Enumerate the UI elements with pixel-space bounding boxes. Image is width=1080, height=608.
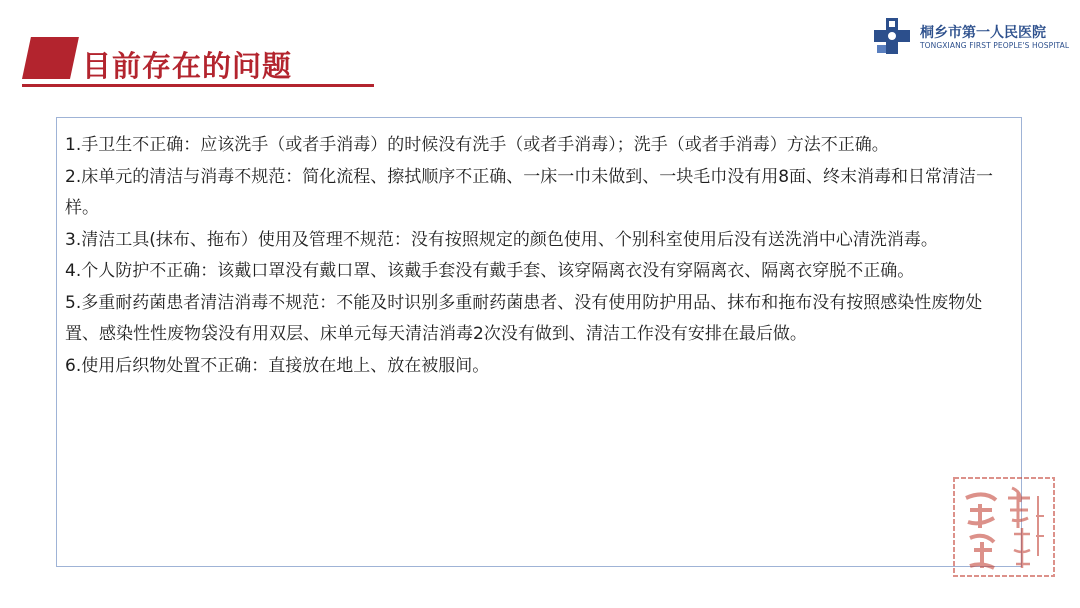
problem-item-4: 4.个人防护不正确：该戴口罩没有戴口罩、该戴手套没有戴手套、该穿隔离衣没有穿隔离衣、隔离衣穿脱不正确。 — [65, 261, 915, 281]
hospital-logo — [872, 16, 1070, 56]
problem-item-1: 1.手卫生不正确：应该洗手（或者手消毒）的时候没有洗手（或者手消毒）；洗手（或者手消毒）方法不正确。 — [65, 135, 889, 155]
problem-item-3: 3.清洁工具(抹布、拖布）使用及管理不规范：没有按照规定的颜色使用、个别科室使用后没有送洗消中心清洗消毒。 — [65, 229, 938, 250]
hospital-name-en: TONGXIANG FIRST PEOPLE'S HOSPITAL — [920, 41, 1070, 50]
title-underline — [22, 84, 374, 87]
calligraphy-seal-icon — [952, 476, 1056, 578]
hospital-name-cn: 桐乡市第一人民医院 — [920, 25, 1046, 41]
problem-item-6: 6.使用后织物处置不正确：直接放在地上、放在被服间。 — [65, 355, 490, 376]
title-accent-block — [22, 37, 79, 79]
page-title: 目前存在的问题 — [82, 49, 293, 83]
problem-item-2: 2.床单元的清洁与消毒不规范：简化流程、擦拭顺序不正确、一床一巾未做到、一块毛巾没有用8面、终末消毒和日常清洁一样。 — [65, 166, 994, 218]
hospital-cross-logo-icon — [872, 16, 912, 56]
problem-item-5: 5.多重耐药菌患者清洁消毒不规范：不能及时识别多重耐药菌患者、没有使用防护用品、抹布和拖布没有按照感染性废物处置、感染性性废物袋没有用双层、床单元每天清洁消毒2次没有做到、清洁工作没有安排在最后做。 — [65, 292, 983, 344]
problems-box — [56, 117, 1022, 567]
